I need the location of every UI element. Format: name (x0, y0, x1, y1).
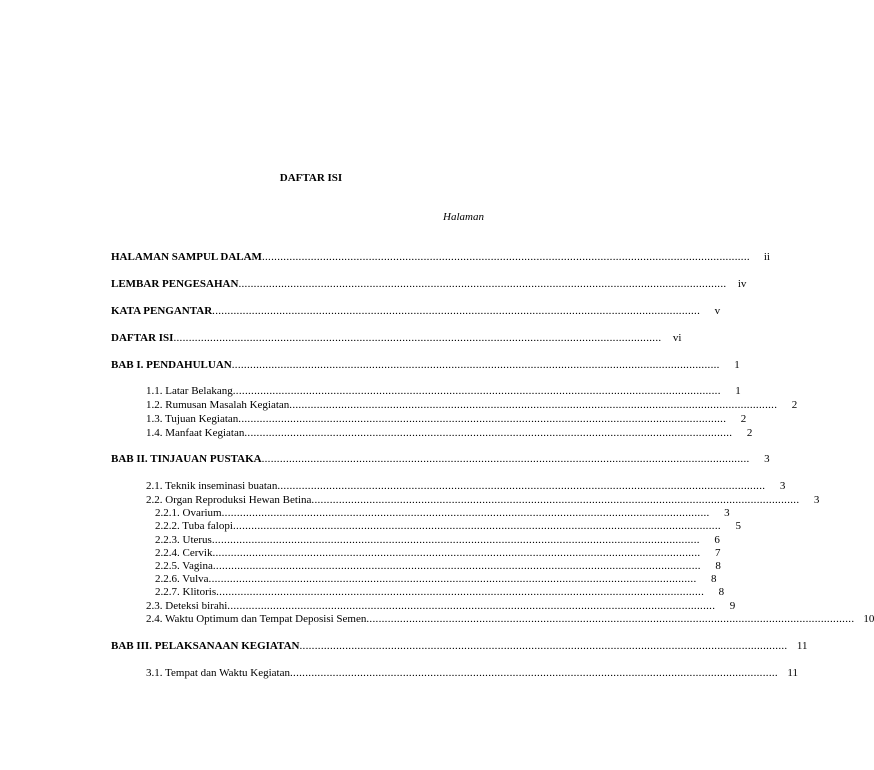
toc-leader-dots: ................................................................................................................................................................ (366, 613, 855, 625)
toc-entry-page: 7 (714, 547, 721, 559)
toc-entry-label: BAB III. PELAKSANAAN KEGIATAN (111, 640, 300, 652)
toc-entry (111, 452, 770, 466)
toc-entry-label: LEMBAR PENGESAHAN (111, 278, 239, 290)
toc-entry-label: BAB II. TINJAUAN PUSTAKA (111, 453, 262, 465)
toc-leader-dots: ................................................................................................................................................................ (289, 399, 778, 411)
toc-entry-page: 2 (791, 399, 798, 411)
toc-leader-dots: ................................................................................................................................................................ (231, 359, 720, 371)
toc-entry-page: vi (672, 332, 682, 344)
toc-entry-label: 2.2.5. Vagina (155, 560, 213, 572)
toc-entry (146, 412, 747, 426)
toc-entry-page: 8 (711, 573, 717, 585)
toc-entry (146, 426, 753, 440)
toc-entry-page: ii (763, 251, 770, 263)
toc-entry (155, 559, 721, 573)
toc-entry-page: 8 (715, 560, 721, 572)
page-title: DAFTAR ISI (279, 172, 343, 184)
toc-leader-dots: ................................................................................................................................................................ (208, 573, 697, 585)
toc-entry (146, 666, 798, 680)
toc-entry-label: KATA PENGANTAR (111, 305, 213, 317)
toc-leader-dots: ................................................................................................................................................................ (216, 586, 705, 598)
toc-leader-dots: ................................................................................................................................................................ (212, 305, 701, 317)
toc-entry-page: 5 (735, 520, 741, 532)
toc-entry (146, 398, 798, 412)
toc-entry-page: iv (737, 278, 747, 290)
toc-entry-label: 2.2.1. Ovarium (155, 507, 222, 519)
toc-leader-dots: ................................................................................................................................................................ (232, 520, 721, 532)
toc-entry-label: 3.1. Tempat dan Waktu Kegiatan (146, 667, 290, 679)
toc-leader-dots: ................................................................................................................................................................ (238, 413, 727, 425)
toc-entry-label: 1.3. Tujuan Kegiatan (146, 413, 239, 425)
toc-entry-label: BAB I. PENDAHULUAN (111, 359, 232, 371)
toc-leader-dots: ................................................................................................................................................................ (212, 560, 701, 572)
toc-entry-label: 2.2. Organ Reproduksi Hewan Betina (146, 494, 312, 506)
toc-leader-dots: ................................................................................................................................................................ (289, 667, 778, 679)
toc-entry-label: 2.2.3. Uterus (155, 534, 212, 546)
toc-entry-page: 2 (740, 413, 747, 425)
toc-entry-page: 9 (729, 600, 736, 612)
toc-leader-dots: ................................................................................................................................................................ (211, 534, 700, 546)
toc-leader-dots: ................................................................................................................................................................ (299, 640, 788, 652)
toc-entry-label: 2.4. Waktu Optimum dan Tempat Deposisi Semen (146, 613, 367, 625)
toc-entry-page: 8 (718, 586, 725, 598)
toc-leader-dots: ................................................................................................................................................................ (232, 385, 721, 397)
toc-entry-label: 1.4. Manfaat Kegiatan (146, 427, 245, 439)
toc-entry-page: 2 (746, 427, 753, 439)
toc-entry (111, 331, 682, 345)
toc-entry-page: 11 (787, 667, 798, 679)
toc-entry (111, 250, 770, 264)
toc-entry (111, 358, 740, 372)
toc-entry (146, 493, 820, 507)
toc-entry-page: 3 (764, 453, 770, 465)
page-number-column-header: Halaman (443, 211, 484, 223)
toc-entry-page: 1 (735, 385, 741, 397)
toc-leader-dots: ................................................................................................................................................................ (311, 494, 800, 506)
toc-leader-dots: ................................................................................................................................................................ (244, 427, 733, 439)
toc-entry (146, 612, 874, 626)
toc-entry-page: 3 (779, 480, 786, 492)
toc-entry-page: 6 (714, 534, 720, 546)
toc-entry-label: 2.3. Deteksi birahi (146, 600, 228, 612)
toc-leader-dots: ................................................................................................................................................................ (227, 600, 716, 612)
toc-entry-label: DAFTAR ISI (111, 332, 174, 344)
toc-entry-page: v (714, 305, 721, 317)
toc-leader-dots: ................................................................................................................................................................ (173, 332, 662, 344)
toc-entry (111, 639, 808, 653)
toc-leader-dots: ................................................................................................................................................................ (261, 251, 750, 263)
toc-leader-dots: ................................................................................................................................................................ (221, 507, 710, 519)
toc-entry-page: 3 (813, 494, 820, 506)
toc-entry (155, 572, 717, 586)
toc-entry (146, 384, 741, 398)
toc-entry-label: 2.2.7. Klitoris (155, 586, 217, 598)
toc-leader-dots: ................................................................................................................................................................ (212, 547, 701, 559)
toc-entry-label: 1.2. Rumusan Masalah Kegiatan (146, 399, 290, 411)
toc-entry-page: 11 (796, 640, 808, 652)
toc-entry (111, 277, 747, 291)
toc-entry (155, 585, 725, 599)
toc-leader-dots: ................................................................................................................................................................ (277, 480, 766, 492)
toc-entry-label: 1.1. Latar Belakang (146, 385, 233, 397)
toc-entry (146, 479, 786, 493)
toc-leader-dots: ................................................................................................................................................................ (261, 453, 750, 465)
toc-entry (111, 304, 721, 318)
toc-entry-label: 2.1. Teknik inseminasi buatan (146, 480, 278, 492)
toc-entry-label: 2.2.6. Vulva (155, 573, 209, 585)
toc-entry-page: 1 (734, 359, 740, 371)
toc-entry-label: HALAMAN SAMPUL DALAM (111, 251, 262, 263)
toc-entry-label: 2.2.4. Cervik (155, 547, 213, 559)
toc-entry (146, 599, 736, 613)
toc-entry-page: 10 (863, 613, 874, 625)
toc-entry-page: 3 (724, 507, 730, 519)
toc-entry (155, 546, 721, 560)
toc-entry (155, 519, 741, 533)
toc-entry (155, 506, 730, 520)
toc-leader-dots: ................................................................................................................................................................ (238, 278, 727, 290)
toc-entry (155, 533, 720, 547)
toc-entry-label: 2.2.2. Tuba falopi (155, 520, 233, 532)
